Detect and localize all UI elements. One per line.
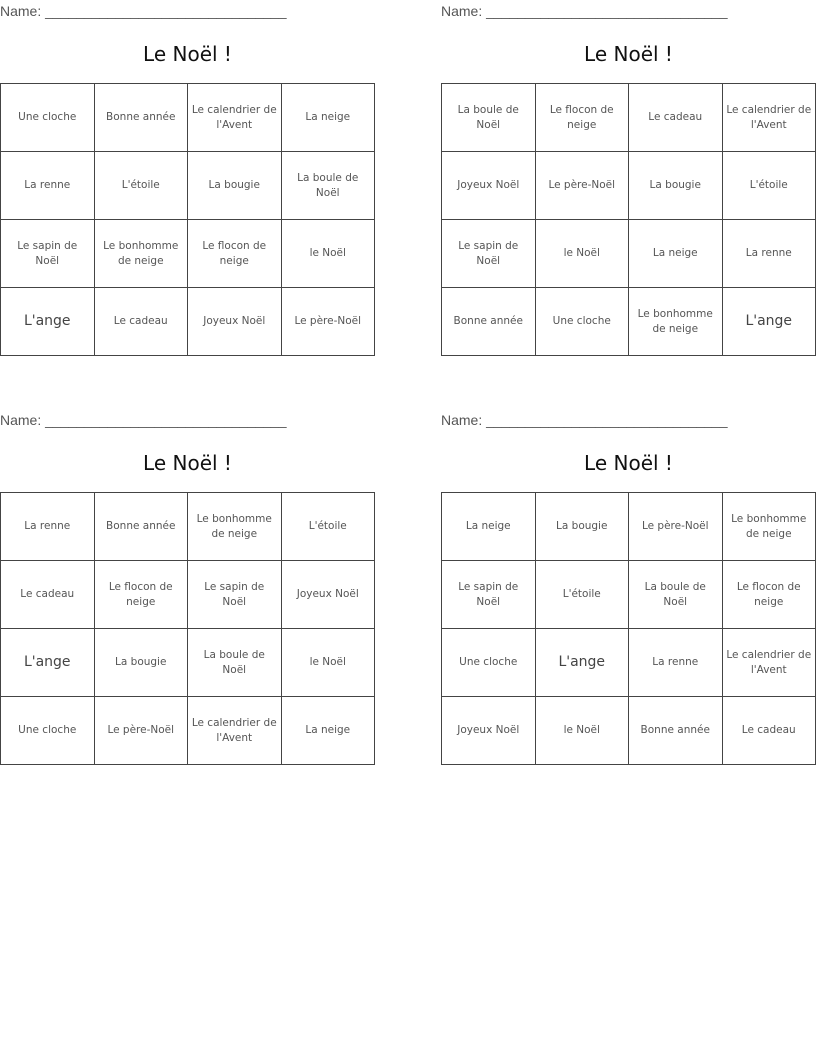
grid-cell: La renne (629, 629, 723, 697)
bingo-grid (441, 492, 816, 765)
bingo-grid (0, 83, 375, 356)
grid-cell: Bonne année (94, 84, 188, 152)
grid-cell: La bougie (629, 152, 723, 220)
card-title: Le Noël ! (143, 451, 232, 475)
grid-cell: Joyeux Noël (442, 697, 536, 765)
grid-row (1, 152, 375, 220)
grid-row (1, 84, 375, 152)
grid-cell: L'étoile (281, 493, 375, 561)
grid-row (442, 220, 816, 288)
grid-cell: le Noël (535, 220, 629, 288)
grid-cell: Le calendrier de l'Avent (188, 84, 282, 152)
grid-cell: La neige (442, 493, 536, 561)
grid-cell: Le cadeau (722, 697, 816, 765)
grid-cell: Le flocon de neige (188, 220, 282, 288)
grid-row (442, 288, 816, 356)
grid-cell: Bonne année (629, 697, 723, 765)
grid-cell: le Noël (281, 220, 375, 288)
grid-cell: L'ange (722, 288, 816, 356)
grid-cell: L'étoile (535, 561, 629, 629)
grid-cell: La boule de Noël (442, 84, 536, 152)
grid-cell: La renne (1, 152, 95, 220)
grid-cell: La neige (281, 84, 375, 152)
grid-cell: Le cadeau (94, 288, 188, 356)
grid-cell: La bougie (535, 493, 629, 561)
grid-cell: Bonne année (442, 288, 536, 356)
grid-cell: La renne (1, 493, 95, 561)
grid-row (1, 697, 375, 765)
name-field[interactable]: Name: _______________________________ (0, 412, 287, 428)
name-field[interactable]: Name: _______________________________ (0, 3, 287, 19)
grid-cell: Une cloche (442, 629, 536, 697)
grid-cell: La boule de Noël (281, 152, 375, 220)
grid-cell: Le calendrier de l'Avent (188, 697, 282, 765)
grid-cell: le Noël (535, 697, 629, 765)
grid-cell: La renne (722, 220, 816, 288)
grid-row (442, 561, 816, 629)
card-title: Le Noël ! (143, 42, 232, 66)
name-field[interactable]: Name: _______________________________ (441, 412, 728, 428)
grid-cell: Le flocon de neige (722, 561, 816, 629)
grid-cell: La neige (629, 220, 723, 288)
bingo-grid (0, 492, 375, 765)
grid-cell: Le cadeau (1, 561, 95, 629)
grid-cell: La bougie (94, 629, 188, 697)
grid-cell: Le bonhomme de neige (629, 288, 723, 356)
grid-cell: L'ange (535, 629, 629, 697)
grid-cell: Le cadeau (629, 84, 723, 152)
grid-cell: Joyeux Noël (281, 561, 375, 629)
grid-row (442, 84, 816, 152)
grid-cell: Bonne année (94, 493, 188, 561)
name-field[interactable]: Name: _______________________________ (441, 3, 728, 19)
grid-row (1, 288, 375, 356)
grid-cell: Le sapin de Noël (442, 220, 536, 288)
grid-cell: Le flocon de neige (535, 84, 629, 152)
grid-row (1, 629, 375, 697)
card-title: Le Noël ! (584, 42, 673, 66)
bingo-grid (441, 83, 816, 356)
grid-cell: L'ange (1, 629, 95, 697)
grid-cell: Le père-Noël (629, 493, 723, 561)
grid-cell: La boule de Noël (629, 561, 723, 629)
grid-row (1, 220, 375, 288)
grid-cell: L'étoile (94, 152, 188, 220)
grid-cell: Le flocon de neige (94, 561, 188, 629)
grid-cell: Le sapin de Noël (188, 561, 282, 629)
grid-row (1, 561, 375, 629)
grid-cell: Le père-Noël (281, 288, 375, 356)
grid-row (1, 493, 375, 561)
grid-cell: Une cloche (1, 697, 95, 765)
grid-row (442, 152, 816, 220)
grid-cell: Le sapin de Noël (442, 561, 536, 629)
grid-cell: le Noël (281, 629, 375, 697)
grid-cell: Le bonhomme de neige (188, 493, 282, 561)
grid-cell: Le bonhomme de neige (722, 493, 816, 561)
grid-row (442, 697, 816, 765)
grid-row (442, 629, 816, 697)
grid-cell: Une cloche (1, 84, 95, 152)
grid-cell: Le calendrier de l'Avent (722, 84, 816, 152)
grid-cell: La bougie (188, 152, 282, 220)
grid-cell: La boule de Noël (188, 629, 282, 697)
grid-cell: Joyeux Noël (188, 288, 282, 356)
grid-cell: Le père-Noël (535, 152, 629, 220)
grid-cell: Le bonhomme de neige (94, 220, 188, 288)
grid-cell: L'étoile (722, 152, 816, 220)
grid-cell: La neige (281, 697, 375, 765)
grid-cell: Une cloche (535, 288, 629, 356)
grid-row (442, 493, 816, 561)
card-title: Le Noël ! (584, 451, 673, 475)
grid-cell: Le père-Noël (94, 697, 188, 765)
grid-cell: Le calendrier de l'Avent (722, 629, 816, 697)
grid-cell: Joyeux Noël (442, 152, 536, 220)
grid-cell: L'ange (1, 288, 95, 356)
grid-cell: Le sapin de Noël (1, 220, 95, 288)
